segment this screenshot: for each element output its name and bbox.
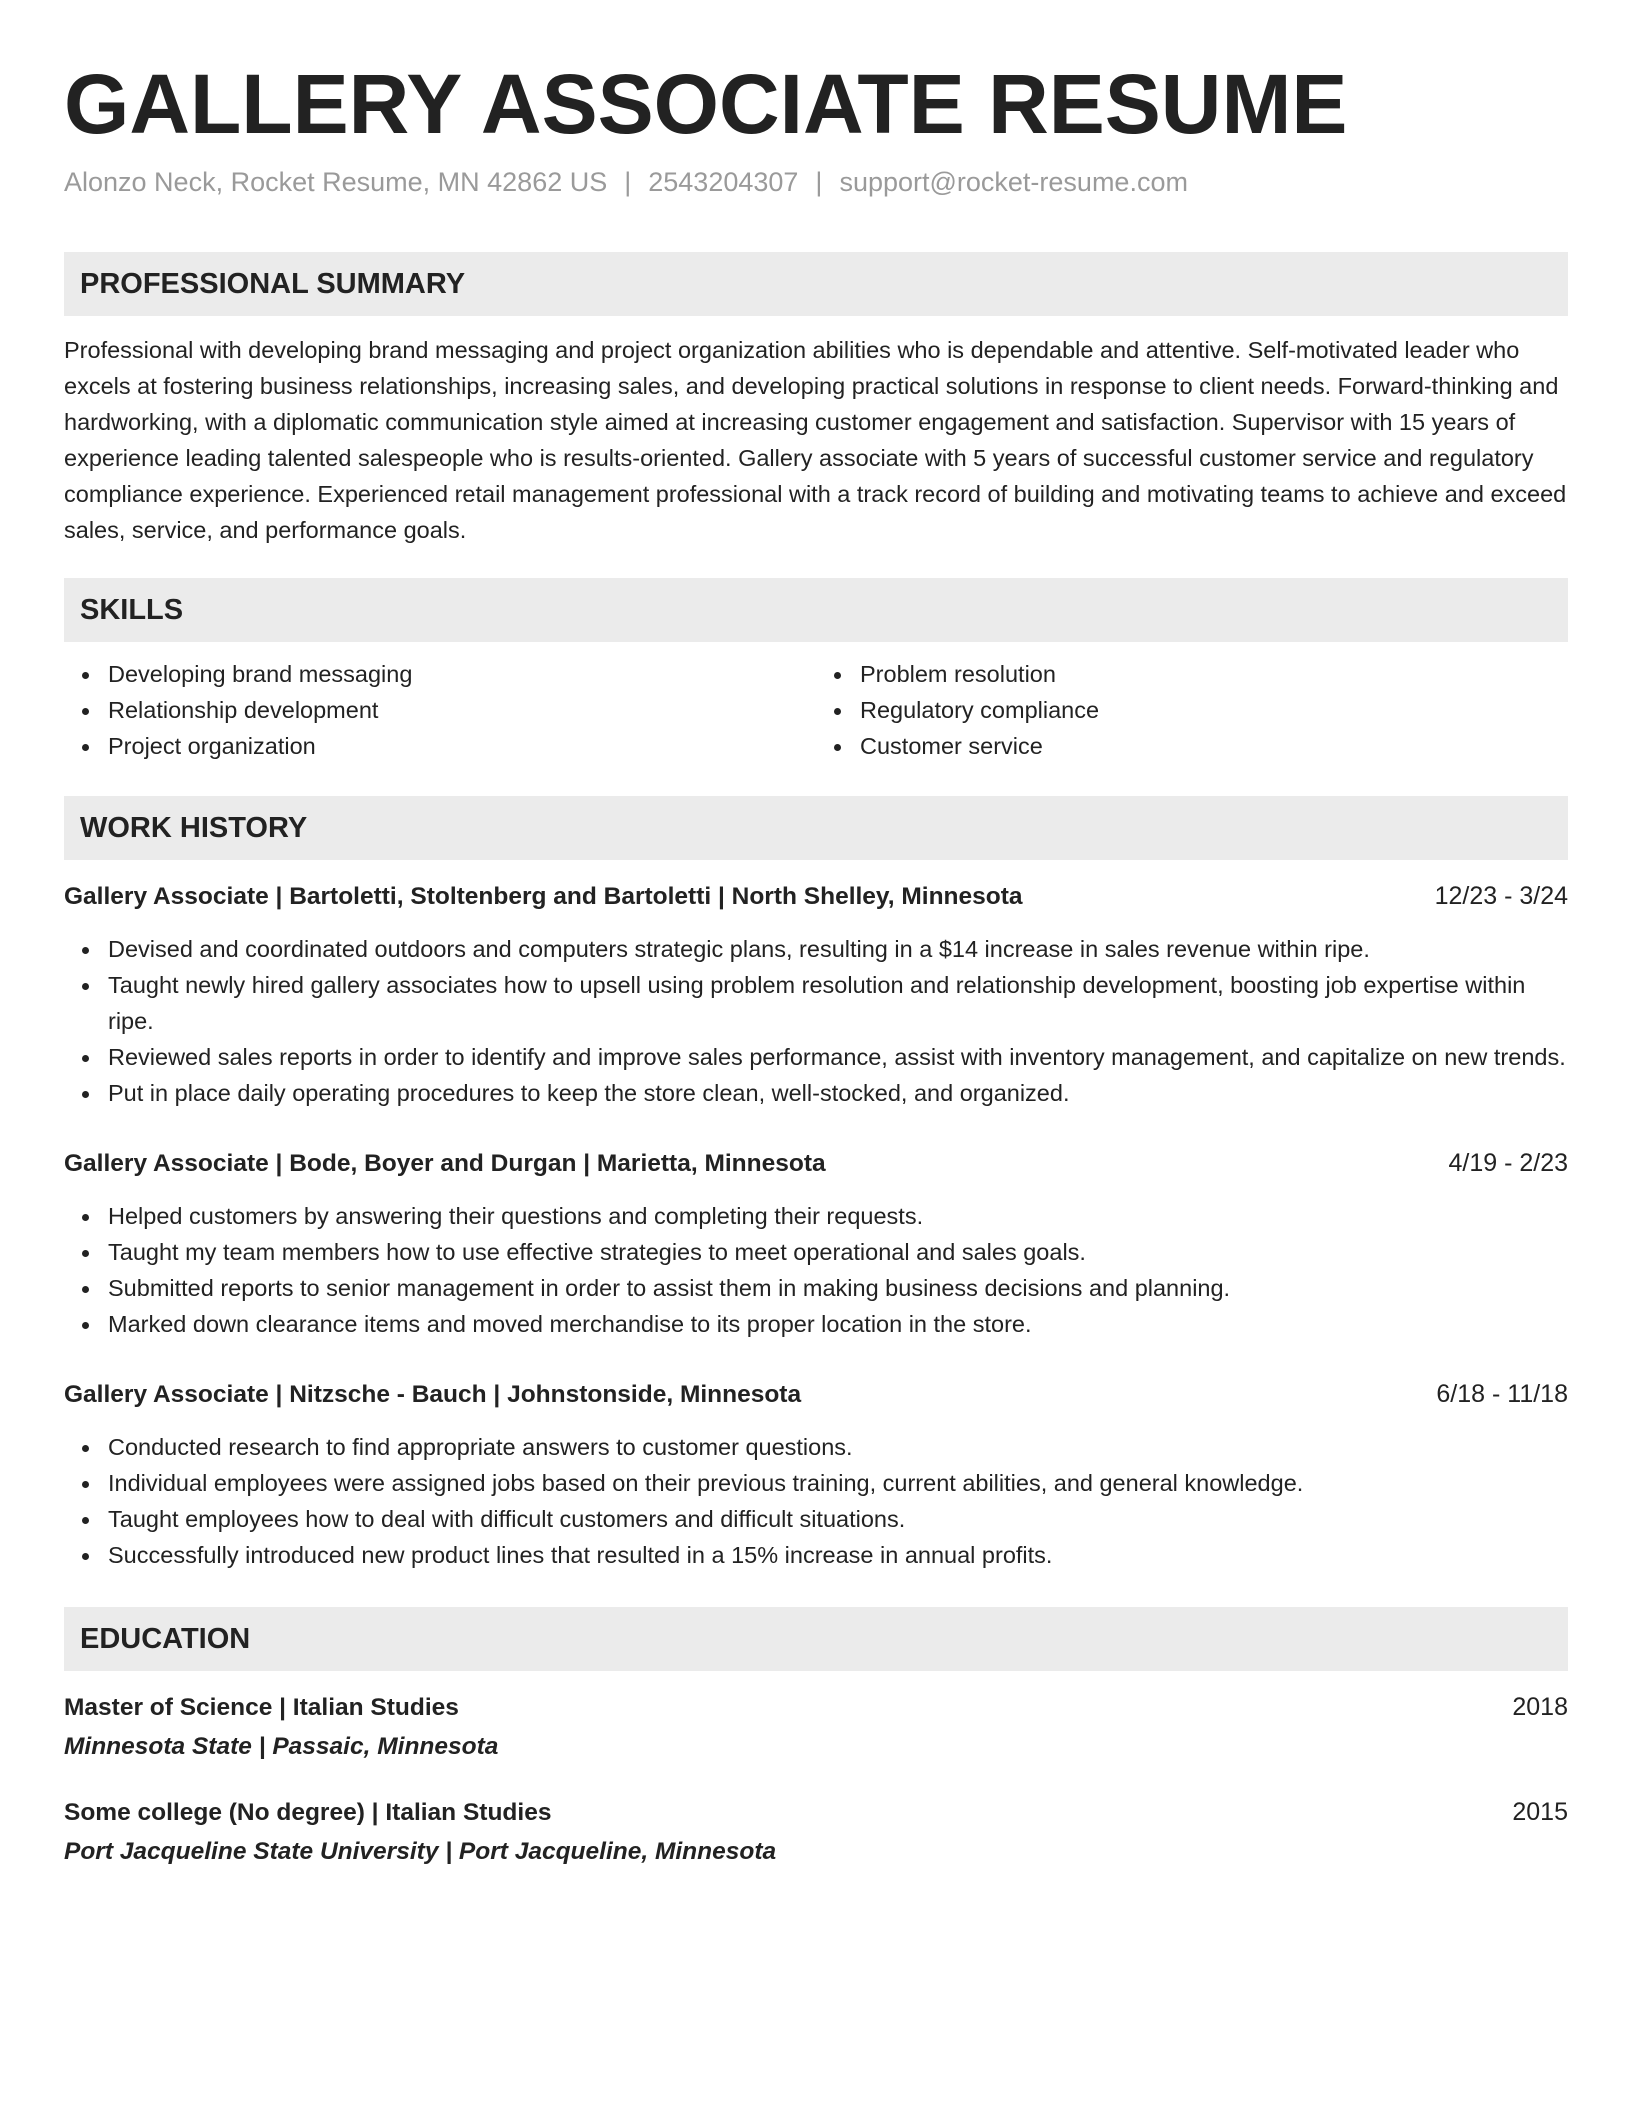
education-year: 2015 — [1512, 1798, 1568, 1826]
job-entry — [64, 878, 1568, 1111]
resume-title: GALLERY ASSOCIATE RESUME — [64, 57, 1348, 151]
job-bullet: Submitted reports to senior management in order to assist them in making business decisions and planning. — [64, 1270, 1568, 1306]
job-bullet: Taught newly hired gallery associates how to upsell using problem resolution and relationship development, boosting job expertise within ripe. — [64, 967, 1568, 1039]
job-entry — [64, 1376, 1568, 1573]
job-dates: 4/19 - 2/23 — [1448, 1149, 1568, 1177]
education-header — [64, 1689, 1568, 1726]
job-bullet: Devised and coordinated outdoors and computers strategic plans, resulting in a $14 increase in sales revenue within ripe. — [64, 931, 1568, 967]
job-dates: 12/23 - 3/24 — [1434, 882, 1568, 910]
contact-email: support@rocket-resume.com — [839, 167, 1188, 197]
education-entry — [64, 1689, 1568, 1764]
contact-phone: 2543204307 — [648, 167, 799, 197]
education-school: Port Jacqueline State University | Port Jacqueline, Minnesota — [64, 1838, 777, 1865]
job-bullet: Conducted research to find appropriate answers to customer questions. — [64, 1429, 1568, 1465]
job-bullet: Put in place daily operating procedures to keep the store clean, well-stocked, and organized. — [64, 1075, 1568, 1111]
job-bullets — [64, 931, 1568, 1111]
education-degree: Some college (No degree) | Italian Studies — [64, 1799, 552, 1826]
job-bullets — [64, 1429, 1568, 1573]
education-school: Minnesota State | Passaic, Minnesota — [64, 1733, 499, 1760]
job-bullet: Taught my team members how to use effective strategies to meet operational and sales goals. — [64, 1234, 1568, 1270]
education-entry — [64, 1794, 1568, 1869]
section-heading-work-history: WORK HISTORY — [64, 796, 1568, 860]
job-bullet: Marked down clearance items and moved merchandise to its proper location in the store. — [64, 1306, 1568, 1342]
skill-item: Problem resolution — [816, 656, 1568, 692]
job-bullet: Taught employees how to deal with difficult customers and difficult situations. — [64, 1501, 1568, 1537]
skill-item: Developing brand messaging — [64, 656, 816, 692]
skill-item: Regulatory compliance — [816, 692, 1568, 728]
section-heading-skills: SKILLS — [64, 578, 1568, 642]
education-year: 2018 — [1512, 1693, 1568, 1721]
contact-separator: | — [815, 167, 823, 197]
contact-line — [64, 164, 1568, 200]
contact-address: Alonzo Neck, Rocket Resume, MN 42862 US — [64, 167, 608, 197]
job-bullets — [64, 1198, 1568, 1342]
summary-text: Professional with developing brand messaging and project organization abilities who is dependable and attentive. Self-motivated leader who excels at fostering business relationships, increasing sales, and developing practical solutions in response to client needs. Forward-thinking and hardworking, with a diplomatic communication style aimed at increasing customer engagement and satisfaction. Supervisor with 15 years of experience leading talented salespeople who is results-oriented. Gallery associate with 5 years of successful customer service and regulatory compliance experience. Experienced retail management professional with a track record of building and motivating teams to achieve and exceed sales, service, and performance goals. — [64, 337, 1567, 543]
job-bullet: Successfully introduced new product lines that resulted in a 15% increase in annual profits. — [64, 1537, 1568, 1573]
job-bullet: Reviewed sales reports in order to identify and improve sales performance, assist with inventory management, and capitalize on new trends. — [64, 1039, 1568, 1075]
contact-separator: | — [624, 167, 632, 197]
skills-column-left — [64, 656, 816, 764]
section-heading-summary: PROFESSIONAL SUMMARY — [64, 252, 1568, 316]
skill-item: Relationship development — [64, 692, 816, 728]
job-title: Gallery Associate | Bartoletti, Stoltenberg and Bartoletti | North Shelley, Minnesota — [64, 883, 1023, 910]
job-dates: 6/18 - 11/18 — [1436, 1380, 1568, 1408]
job-entry — [64, 1145, 1568, 1342]
skills-column-right — [816, 656, 1568, 764]
job-title: Gallery Associate | Bode, Boyer and Durgan | Marietta, Minnesota — [64, 1150, 826, 1177]
education-degree: Master of Science | Italian Studies — [64, 1694, 459, 1721]
job-header — [64, 1376, 1568, 1413]
skills-list — [64, 656, 1568, 764]
job-header — [64, 878, 1568, 915]
section-heading-education: EDUCATION — [64, 1607, 1568, 1671]
skill-item: Customer service — [816, 728, 1568, 764]
education-header — [64, 1794, 1568, 1831]
job-title: Gallery Associate | Nitzsche - Bauch | Johnstonside, Minnesota — [64, 1381, 802, 1408]
job-bullet: Helped customers by answering their questions and completing their requests. — [64, 1198, 1568, 1234]
skill-item: Project organization — [64, 728, 816, 764]
job-header — [64, 1145, 1568, 1182]
job-bullet: Individual employees were assigned jobs based on their previous training, current abilities, and general knowledge. — [64, 1465, 1568, 1501]
